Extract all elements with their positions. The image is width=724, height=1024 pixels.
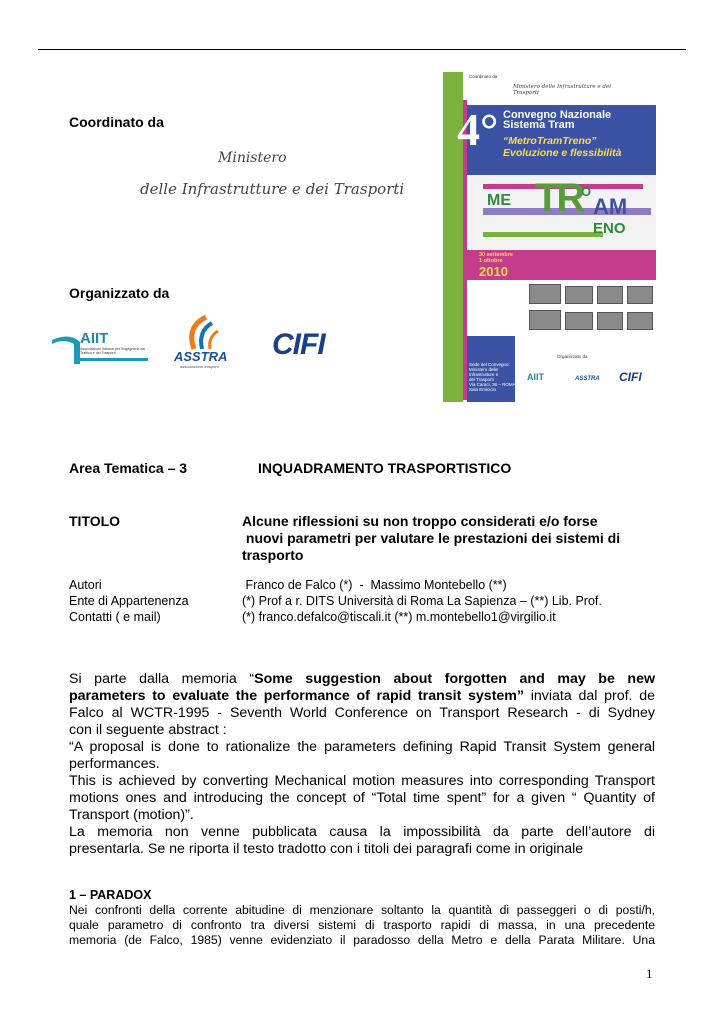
poster-bar-green [483,232,603,237]
abstract-l2b: parameters to evaluate the performance of rapid transit system” [69,688,525,704]
poster-photo-2 [565,286,593,304]
abstract-l1a: Si parte dalla memoria “ [69,671,255,687]
contatti-label: Contatti ( e mail) [69,610,161,624]
asstra-arcs-icon [172,313,242,353]
poster-aiit-logo: AIIT [527,372,544,382]
poster-logo-tr: TR [535,176,583,220]
poster-photo-5 [529,310,561,330]
poster-year: 2010 [479,264,508,279]
poster-logo-ro: O [581,184,592,199]
poster-title-line2: Sistema Tram [503,119,575,131]
poster-ministero: Ministero delle Infrastrutture e dei Trasporti [513,84,611,96]
poster-sede-4: dei Trasporti [469,377,494,382]
titolo-line2: nuovi parametri per valutare le prestazioni dei sistemi di [242,530,621,546]
autori-label: Autori [69,578,102,592]
aiit-logo [50,328,150,368]
section1-paragraph [69,903,655,948]
ente-value: (*) Prof a r. DITS Università di Roma La Sapienza – (**) Lib. Prof. [242,594,602,608]
aiit-sub: Associazione Italiana per l'Ingegneria del Traffico e dei Trasporti [80,347,146,355]
asstra-sub: associazione trasporti [180,364,219,369]
section1-l1: Nei confronti della corrente abitudine di menzionare soltanto la quantità di passeggeri o di posti/h, [69,903,655,917]
titolo-line3: trasporto [242,547,304,563]
section1-l3: memoria (de Falco, 1985) venne evidenziato il paradosso della Metro e della Parata Militare. Una [69,933,655,947]
section1-heading: 1 – PARADOX [69,888,152,902]
area-value: INQUADRAMENTO TRASPORTISTICO [258,460,512,476]
abstract-paragraph [69,671,655,858]
poster-cifi-logo: CIFI [619,370,642,384]
poster-organizzato: Organizzato da [557,354,588,359]
poster-title-line1: Convegno Nazionale [503,109,612,121]
poster-sede-6: Sala Emiciclo [469,387,497,392]
poster-photo-8 [627,312,653,330]
abstract-l10: La memoria non venne pubblicata causa la impossibilità da parte dell’autore di [69,824,655,840]
poster-logo-eno: ENO [593,220,626,237]
poster-date-line1: 30 settembre [479,252,513,258]
abstract-l8: motions ones and introducing the concept of “Total time spent” for a given “ Quantity of [69,790,655,806]
poster-date-line2: 1 ottobre [479,258,503,264]
poster-photo-3 [597,286,623,304]
cifi-logo [272,328,342,364]
abstract-l3: Falco al WCTR-1995 - Seventh World Conference on Transport Research - di Sydney [69,705,655,721]
poster-top-small: Coordinato da [469,74,498,79]
poster-sede-5: Via Caraci, 36 – ROMA [469,382,516,387]
poster-photo-7 [597,312,623,330]
top-rule [38,49,686,50]
asstra-logo [172,313,242,369]
titolo-label: TITOLO [69,513,121,529]
abstract-l1b: Some suggestion about forgotten and may be new [254,671,656,687]
organizzato-label: Organizzato da [69,285,170,301]
ministero-line2: delle Infrastrutture e dei Trasporti [140,180,405,198]
poster-logo-am: AM [593,194,628,219]
poster-subtitle-line2: Evoluzione e flessibilità [503,147,622,159]
poster-subtitle-line1: “MetroTramTreno” [503,135,597,147]
contatti-value: (*) franco.defalco@tiscali.it (**) m.montebello1@virgilio.it [242,610,556,624]
ente-label: Ente di Appartenenza [69,594,189,608]
section1-l2: quale parametro di confronto tra diversi sistemi di trasporto rapidi di massa, in una precedente [69,918,655,932]
abstract-l2c: inviata dal prof. de [524,688,655,704]
poster-sede-2: Ministero delle [469,367,499,372]
poster-photo-6 [565,312,593,330]
titolo-line1: Alcune riflessioni su non troppo considerati e/o forse [242,513,598,529]
abstract-l5: “A proposal is done to rationalize the parameters defining Rapid Transit System general [69,739,655,755]
poster-photo-4 [627,286,653,304]
poster-sede-1: Sede del Convegno: [469,362,510,367]
area-label: Area Tematica – 3 [69,460,188,476]
ministero-line1: Ministero [218,150,287,166]
asstra-text: ASSTRA [174,349,228,364]
poster-photo-1 [529,284,561,304]
poster-sede-3: Infrastrutture e [469,372,499,377]
poster-number: 4° [457,104,499,155]
poster-logo-me: ME [487,192,511,209]
aiit-text: AIIT [80,330,109,347]
abstract-l9: Transport (motion)”. [69,807,194,823]
abstract-l11: presentarla. Se ne riporta il testo tradotto con i titoli dei paragrafi come in originale [69,841,584,857]
conference-poster [443,72,656,402]
coordinato-label: Coordinato da [69,114,164,130]
cifi-text: CIFI [272,328,325,361]
abstract-l7: This is achieved by converting Mechanical motion measures into corresponding Transport [69,773,655,789]
autori-value: Franco de Falco (*) - Massimo Montebello (**) [242,578,507,592]
abstract-l4: con il seguente abstract : [69,722,227,738]
page-number: 1 [646,966,653,981]
poster-asstra-logo: ASSTRA [575,376,600,382]
abstract-l6: performances. [69,756,160,772]
